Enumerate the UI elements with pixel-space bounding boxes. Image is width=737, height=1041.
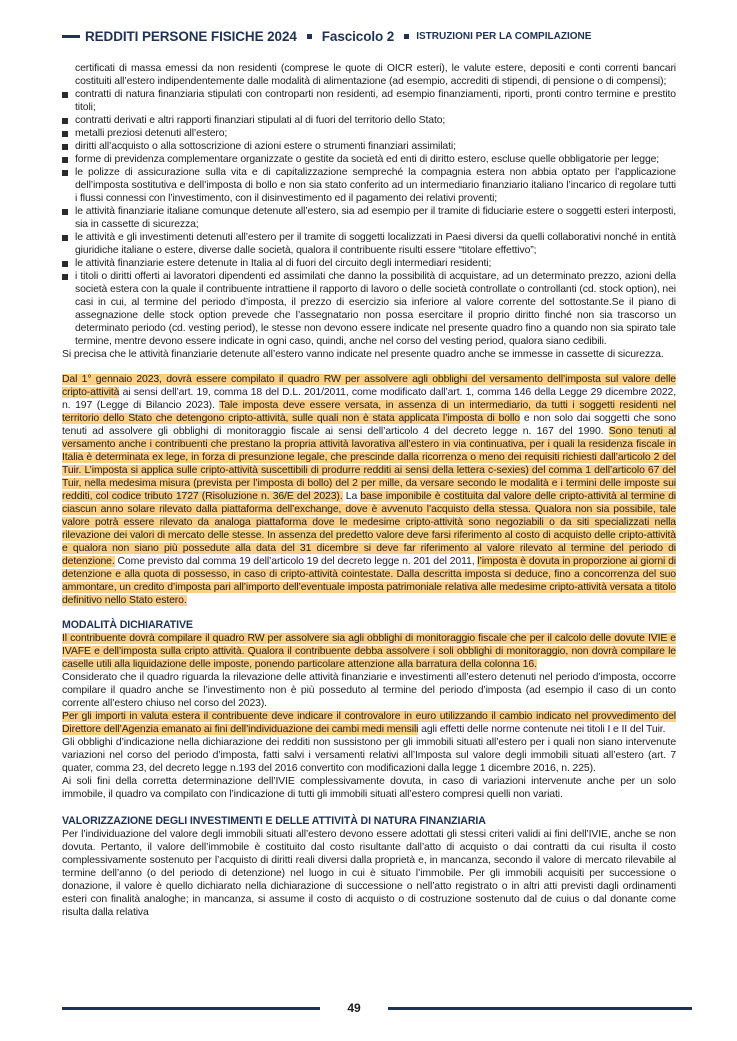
list-item: contratti derivati e altri rapporti finanziari stipulati al di fuori del territorio dello Stato; <box>62 114 676 127</box>
list-item: le attività finanziarie italiane comunque detenute all’estero, sia ad esempio per il tramite di fiduciarie estere o soggetti esteri interposti, sia in cassette di sicurezza; <box>62 205 676 231</box>
list-item: le polizze di assicurazione sulla vita e di capitalizzazione sempreché la compagnia estera non abbia optato per l’applicazione dell’imposta sostitutiva e dell’imposta di bollo e non sia stato conferito ad un intermediario finanziario italiano l’incarico di regolare tutti i flussi connessi con l’investimento, con il disinvestimento ed il pagamento dei relativi proventi; <box>62 166 676 205</box>
list-item: le attività finanziarie estere detenute in Italia al di fuori del circuito degli intermediari residenti; <box>62 257 676 270</box>
list-item: le attività e gli investimenti detenuti all’estero per il tramite di soggetti localizzati in Paesi diversi da quelli collaborativi nonché in entità giuridiche italiane o estere, diverse dalle società, qualora il contribuente risulti essere “titolare effettivo”; <box>62 231 676 257</box>
section-heading-valorizzazione: VALORIZZAZIONE DEGLI INVESTIMENTI E DELLE ATTIVITÀ DI NATURA FINANZIARIA <box>62 815 486 827</box>
modalita-paragraph: Gli obblighi d’indicazione nella dichiarazione dei redditi non sussistono per gli immobili situati all’estero per i quali non siano intervenute variazioni nel corso del periodo d’imposta, fatti salvi i versamenti relativi all’Imposta sul valore degli immobili situati all’estero (art. 7 quater, comma 23, del decreto legge n.193 del 2016 convertito con modificazioni dalla legge 1 dicembre 2016, n. 225). <box>62 737 676 774</box>
modalita-paragraph <box>62 632 676 671</box>
modalita-paragraph: Considerato che il quadro riguarda la rilevazione delle attività finanziarie e investimenti all’estero detenuti nel periodo d’imposta, occorre compilare il quadro anche se l’investimento non è più posseduto al termine del periodo d’imposta (ad esempio il caso di un conto corrente all’estero chiuso nel corso del 2023). <box>62 672 676 709</box>
bullet-list <box>62 88 676 348</box>
page-footer <box>62 998 692 1018</box>
modalita-paragraph: Ai soli fini della corretta determinazione dell’IVIE complessivamente dovuta, in caso di variazioni intervenute anche per un solo immobile, il quadro va compilato con l’indicazione di tutti gli immobili situati all’estero compresi quelli non variati. <box>62 776 676 800</box>
bullet-square-icon <box>62 209 68 215</box>
highlighted-text: Tale imposta deve essere versata, in assenza di un intermediario, da tutti i soggetti residenti nel territorio dello Stato che detengono cripto-attività, sulle quali non è stata applicata l’imposta di bollo <box>62 400 676 424</box>
section-heading-modalita: MODALITÀ DICHIARATIVE <box>62 619 193 631</box>
header-fascicolo: Fascicolo 2 <box>321 28 395 44</box>
header-rule-left <box>62 35 80 38</box>
bullet-square-icon <box>62 118 68 124</box>
bullet-square-icon <box>62 274 68 280</box>
highlighted-text: Per gli importi in valuta estera il contribuente deve indicare il controvalore in euro utilizzando il cambio indicato nel provvedimento del Direttore dell’Agenzia emanato ai fini dell’individuazione dei cambi medi mensili <box>62 711 676 735</box>
list-item: forme di previdenza complementare organizzate o gestite da società ed enti di diritto estero, escluse quelle obbligatorie per legge; <box>62 153 676 166</box>
header-title: REDDITI PERSONE FISICHE 2024 <box>85 28 297 44</box>
header-square-separator <box>404 34 409 39</box>
valorizzazione-paragraph: Per l’individuazione del valore degli immobili situati all’estero devono essere adottati gli stessi criteri validi ai fini dell’IVIE, anche se non dovuta. Pertanto, il valore dell’immobile è costituito dal costo risultante dall’atto di acquisto o dai contratti da cui risulta il costo complessivamente sostenuto per l’acquisto di diritti reali diversi dalla proprietà e, in mancanza, secondo il valore di mercato rilevabile al termine dell’anno (o del periodo di detenzione) nel luogo in cui è situato l’immobile. Per gli immobili acquisiti per successione o donazione, il valore è quello dichiarato nella dichiarazione di successione o nell’atto registrato o in altri atti previsti dagli ordinamenti esteri con finalità analoghe; in mancanza, si assume il costo di acquisto o di costruzione sostenuto dal de cuius o dal donante come risulta dalla relativa <box>62 829 676 918</box>
page-number: 49 <box>347 1001 361 1015</box>
highlighted-text: l’imposta è dovuta in proporzione ai giorni di detenzione e alla quota di possesso, in caso di cripto-attività cointestate. Dalla descritta imposta si deduce, fino a concorrenza del suo ammontare, un credito d’imposta pari all’importo dell’eventuale imposta patrimoniale relativa alle medesime cripto-attività versata a titolo definitivo nello Stato estero. <box>62 556 676 606</box>
bullet-square-icon <box>62 92 68 98</box>
crypto-paragraph: Dal 1° gennaio 2023, dovrà essere compilato il quadro RW per assolvere agli obblighi del versamento dell’imposta sul valore delle cripto-attività ai sensi dell’art. 19, comma 18 del D.L. 201/2011, come modificato dall’art. 1, comma 146 della Legge 29 dicembre 2022, n. 197 (Legge di Bilancio 2023). Tale imposta deve essere versata, in assenza di un intermediario, da tutti i soggetti residenti nel territorio dello Stato che detengono cripto-attività, sulle quali non è stata applicata l’imposta di bollo e non solo dai soggetti che sono tenuti ad assolvere gli obblighi di monitoraggio fiscale ai sensi dell’articolo 4 del decreto legge n. 167 del 1990. Sono tenuti al versamento anche i contribuenti che prestano la propria attività lavorativa all’estero in via continuativa, per i quali la residenza fiscale in Italia è determinata ex lege, in forza di presunzione legale, che prescinde dalla ricorrenza o meno dei requisiti richiesti dall’articolo 2 del Tuir. L’imposta si applica sulle cripto-attività suscettibili di produrre redditi ai sensi della lettera c-sexies) del comma 1 dell’articolo 67 del Tuir, nella medesima misura (prevista per l’imposta di bollo) del 2 per mille, da versare secondo le modalità e i termini delle imposte sui redditi, col codice tributo 1727 (Risoluzione n. 36/E del 2023). La base imponibile è costituita dal valore delle cripto-attività al termine di ciascun anno solare rilevato dalla piattaforma dell’exchange, dove è avvenuto l’acquisto della stessa. Qualora non sia possibile, tale valore potrà essere rilevato da analoga piattaforma dove le medesime cripto-attività sono negoziabili o da siti specializzati nella rilevazione dei valori di mercato delle stesse. In assenza del predetto valore deve farsi riferimento al costo di acquisto delle cripto-attività e qualora non siano più possedute alla data del 31 dicembre si deve far riferimento al valore rilevato al termine del periodo di detenzione. Come previsto dal comma 19 dell’articolo 19 del decreto legge n. 201 del 2011, l’imposta è dovuta in proporzione ai giorni di detenzione e alla quota di possesso, in caso di cripto-attività cointestate. Dalla descritta imposta si deduce, fino a concorrenza del suo ammontare, un credito d’imposta pari all’importo dell’eventuale imposta patrimoniale relativa alle medesime cripto-attività versata a titolo definitivo nello Stato estero. <box>62 374 676 606</box>
highlighted-text: Sono tenuti al versamento anche i contribuenti che prestano la propria attività lavorativa all’estero in via continuativa, per i quali la residenza fiscale in Italia è determinata ex lege, in forza di presunzione legale, che prescinde dalla ricorrenza o meno dei requisiti richiesti dall’articolo 2 del Tuir. L’imposta si applica sulle cripto-attività suscettibili di produrre redditi ai sensi della lettera c-sexies) del comma 1 dell’articolo 67 del Tuir, nella medesima misura (prevista per l’imposta di bollo) del 2 per mille, da versare secondo le modalità e i termini delle imposte sui redditi, col codice tributo 1727 (Risoluzione n. 36/E del 2023). <box>62 426 676 502</box>
list-item: i titoli o diritti offerti ai lavoratori dipendenti ed assimilati che danno la possibilità di acquistare, ad un determinato prezzo, azioni della società estera con la quale il contribuente intrattiene il rapporto di lavoro o delle società controllate o controllanti (cd. stock option), nei casi in cui, al termine del periodo d’imposta, il prezzo di esercizio sia inferiore al valore corrente del sottostante.Se il piano di assegnazione delle stock option prevede che l’assegnatario non possa esercitare il proprio diritto finché non sia trascorso un determinato periodo (cd. vesting period), le stesse non devono essere indicate nel presente quadro fino a quando non sia spirato tale termine, mentre devono essere indicate in ogni caso, quindi, anche nel corso del vesting period, qualora siano cedibili. <box>62 270 676 348</box>
footer-rule-right <box>388 1007 692 1010</box>
bullet-square-icon <box>62 235 68 241</box>
bullet-square-icon <box>62 170 68 176</box>
list-item: contratti di natura finanziaria stipulati con controparti non residenti, ad esempio finanziamenti, riporti, pronti contro termine e prestito titoli; <box>62 88 676 114</box>
footer-rule-left <box>62 1007 320 1010</box>
page-header <box>62 26 692 46</box>
modalita-paragraph: Per gli importi in valuta estera il contribuente deve indicare il controvalore in euro utilizzando il cambio indicato nel provvedimento del Direttore dell’Agenzia emanato ai fini dell’individuazione dei cambi medi mensili agli effetti delle norme contenute nei titoli I e II del Tuir. <box>62 711 676 735</box>
bullet-square-icon <box>62 144 68 150</box>
bullet-square-icon <box>62 157 68 163</box>
header-square-separator <box>307 34 312 39</box>
bullet-square-icon <box>62 261 68 267</box>
page-content <box>62 62 676 919</box>
note-cassette-sicurezza: Si precisa che le attività finanziarie detenute all’estero vanno indicate nel presente quadro anche se immesse in cassette di sicurezza. <box>62 349 664 360</box>
highlighted-text: base imponibile è costituita dal valore delle cripto-attività al termine di ciascun anno solare rilevato dalla piattaforma dell’exchange, dove è avvenuto l’acquisto della stessa. Qualora non sia possibile, tale valore potrà essere rilevato da analoga piattaforma dove le medesime cripto-attività sono negoziabili o da siti specializzati nella rilevazione dei valori di mercato delle stesse. In assenza del predetto valore deve farsi riferimento al costo di acquisto delle cripto-attività e qualora non siano più possedute alla data del 31 dicembre si deve far riferimento al valore rilevato al termine del periodo di detenzione. <box>62 491 676 567</box>
header-subtitle: ISTRUZIONI PER LA COMPILAZIONE <box>416 30 592 42</box>
list-item: diritti all’acquisto o alla sottoscrizione di azioni estere o strumenti finanziari assimilati; <box>62 140 676 153</box>
list-item: metalli preziosi detenuti all’estero; <box>62 127 676 140</box>
intro-continuation: certificati di massa emessi da non residenti (comprese le quote di OICR esteri), le valute estere, depositi e conti correnti bancari costituiti all’estero indipendentemente dalle modalità di alimentazione (ad esempio, accrediti di stipendi, di pensione o di compensi); <box>75 63 676 87</box>
highlighted-text: Il contribuente dovrà compilare il quadro RW per assolvere sia agli obblighi di monitoraggio fiscale che per il calcolo delle dovute IVIE e IVAFE e dell’imposta sulla cripto attività. Qualora il contribuente debba assolvere i soli obblighi di monitoraggio, non dovrà compilare le caselle utili alla liquidazione delle imposte, ponendo particolare attenzione alla barratura della colonna 16. <box>62 633 676 670</box>
bullet-square-icon <box>62 131 68 137</box>
highlighted-text: Dal 1° gennaio 2023, dovrà essere compilato il quadro RW per assolvere agli obblighi del versamento dell’imposta sul valore delle cripto-attività <box>62 374 676 398</box>
